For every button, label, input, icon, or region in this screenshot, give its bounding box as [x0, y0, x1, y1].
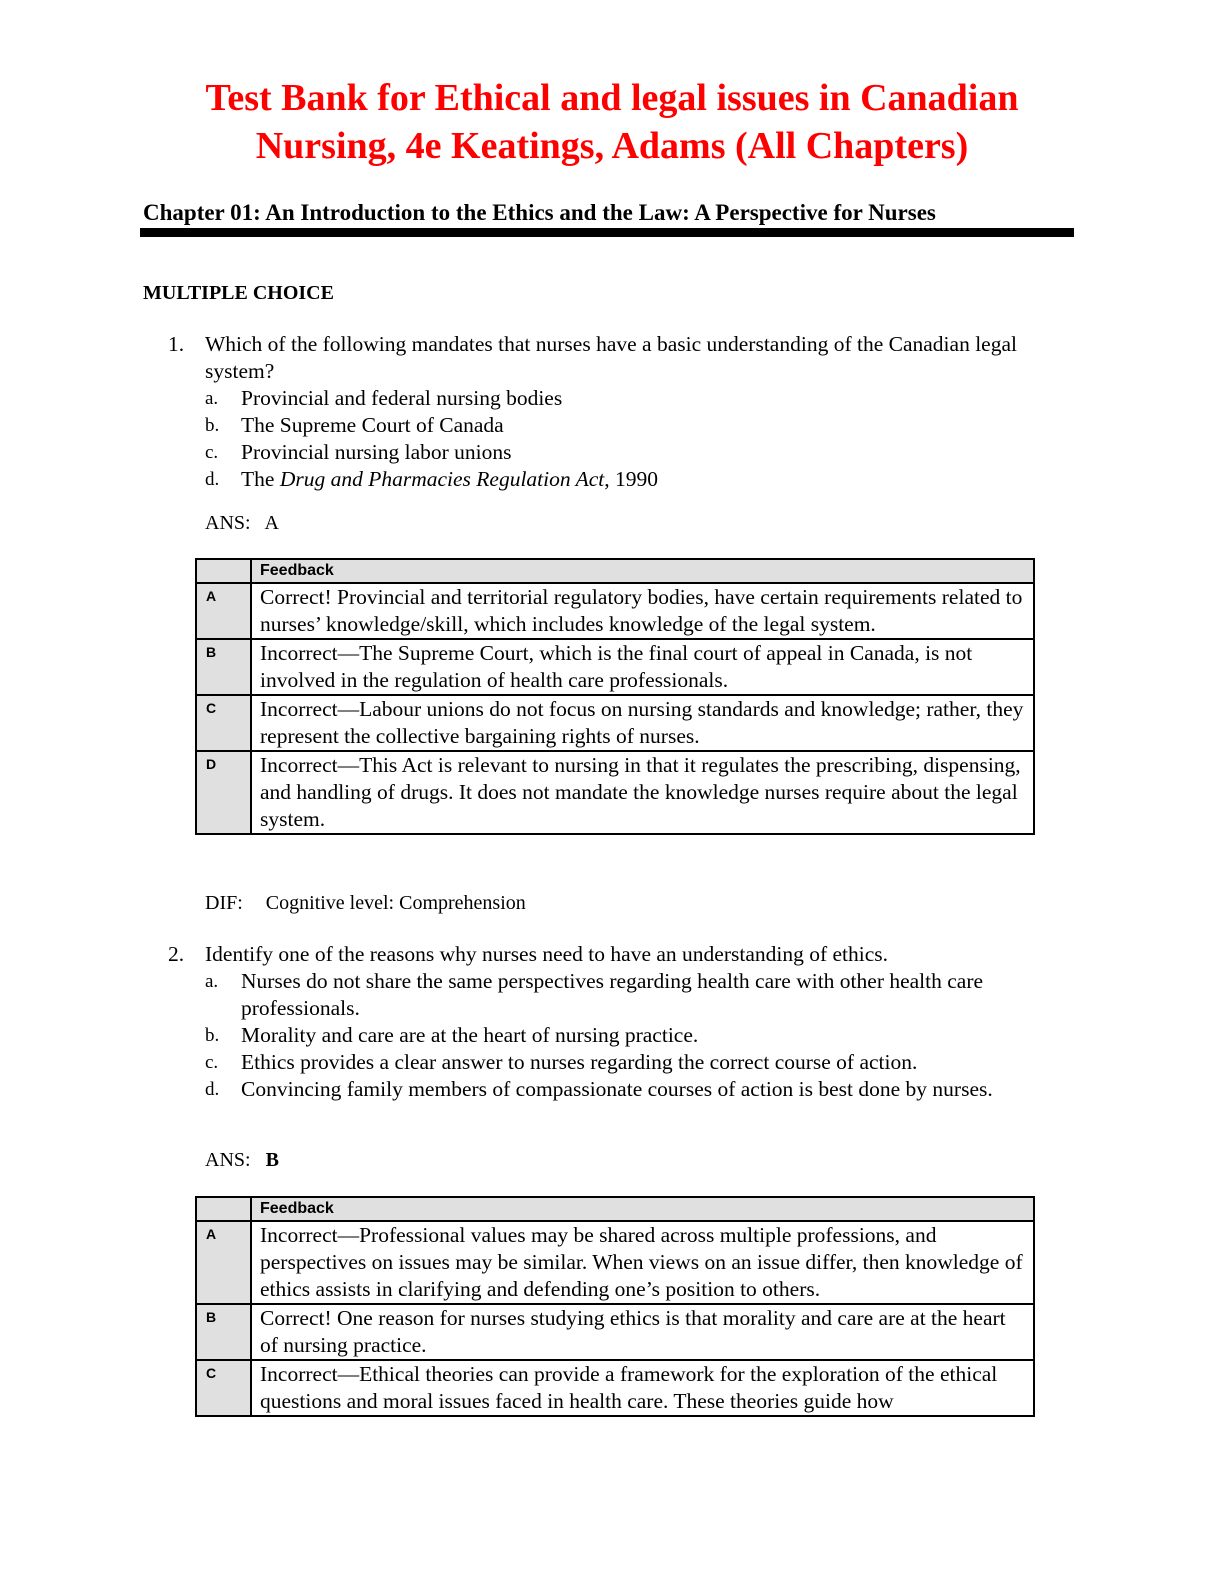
feedback-table-2	[195, 1196, 1035, 1417]
difficulty-value: Cognitive level: Comprehension	[265, 892, 526, 914]
option-text-suffix: , 1990	[604, 467, 659, 491]
feedback-text: Correct! Provincial and territorial regulatory bodies, have certain requirements related to nurses’ knowledge/skill, which includes knowledge of the legal system.	[251, 583, 1034, 639]
option-letter: d.	[205, 469, 220, 490]
feedback-header-row	[196, 1197, 1034, 1221]
option-c	[168, 1049, 1058, 1076]
feedback-row-d	[196, 751, 1034, 834]
option-d	[168, 466, 1058, 493]
answer-key-2	[205, 1147, 279, 1173]
feedback-text: Incorrect—The Supreme Court, which is the final court of appeal in Canada, is not involved in the regulation of health care professionals.	[251, 639, 1034, 695]
feedback-text: Incorrect—Professional values may be shared across multiple professions, and perspectives on issues may be similar. When views on an issue differ, then knowledge of ethics assists in clarifying and defending one’s position to others.	[251, 1221, 1034, 1304]
option-letter: a.	[205, 388, 219, 409]
feedback-table-1	[195, 558, 1035, 835]
feedback-letter: D	[196, 751, 251, 834]
option-letter: c.	[205, 442, 219, 463]
feedback-header-row	[196, 559, 1034, 583]
option-letter: c.	[205, 1052, 219, 1073]
option-letter: b.	[205, 1025, 220, 1046]
feedback-letter: A	[196, 1221, 251, 1304]
option-text: Morality and care are at the heart of nursing practice.	[241, 1023, 699, 1047]
option-text: Provincial and federal nursing bodies	[241, 386, 563, 410]
option-text-prefix: The	[241, 467, 280, 491]
act-title: Drug and Pharmacies Regulation Act	[279, 467, 605, 491]
question-stem: Identify one of the reasons why nurses need to have an understanding of ethics.	[205, 942, 889, 966]
feedback-row-b	[196, 639, 1034, 695]
option-letter: d.	[205, 1079, 220, 1100]
feedback-letter: B	[196, 639, 251, 695]
answer-key-1	[205, 510, 279, 536]
feedback-text: Incorrect—This Act is relevant to nursing in that it regulates the prescribing, dispensing, and handling of drugs. It does not mandate the knowledge nurses require about the legal system.	[251, 751, 1034, 834]
difficulty-label: DIF:	[205, 892, 243, 914]
feedback-row-c	[196, 695, 1034, 751]
feedback-row-a	[196, 1221, 1034, 1304]
question-stem: Which of the following mandates that nurses have a basic understanding of the Canadian legal system?	[205, 332, 1017, 383]
title-line-2: Nursing, 4e Keatings, Adams (All Chapters)	[255, 125, 969, 167]
answer-value: A	[264, 512, 279, 534]
option-a	[168, 385, 1058, 412]
question-number: 1.	[168, 332, 185, 356]
question-2	[168, 941, 1058, 1103]
feedback-text: Correct! One reason for nurses studying ethics is that morality and care are at the heart of nursing practice.	[251, 1304, 1034, 1360]
answer-label: ANS:	[205, 1149, 251, 1171]
option-c	[168, 439, 1058, 466]
option-text: Ethics provides a clear answer to nurses regarding the correct course of action.	[241, 1050, 918, 1074]
feedback-text	[251, 1360, 1034, 1416]
feedback-letter: C	[196, 1360, 251, 1416]
feedback-row-b	[196, 1304, 1034, 1360]
option-text: Convincing family members of compassionate courses of action is best done by nurses.	[241, 1077, 993, 1101]
feedback-letter: A	[196, 583, 251, 639]
option-text: Nurses do not share the same perspectives regarding health care with other health care professionals.	[241, 969, 984, 1020]
option-text: Provincial nursing labor unions	[241, 440, 512, 464]
feedback-text-clip: Incorrect—Ethical theories can provide a framework for the exploration of the ethical questions and moral issues faced in health care. These theories guide how	[260, 1362, 998, 1413]
option-a	[168, 968, 1058, 1022]
feedback-letter: B	[196, 1304, 251, 1360]
option-text: The Supreme Court of Canada	[241, 413, 504, 437]
option-b	[168, 412, 1058, 439]
difficulty-1	[205, 890, 526, 916]
document-title	[100, 74, 1124, 170]
title-line-1: Test Bank for Ethical and legal issues in Canadian	[205, 77, 1019, 119]
section-heading: MULTIPLE CHOICE	[143, 282, 334, 304]
option-letter: a.	[205, 971, 219, 992]
question-1	[168, 331, 1058, 493]
chapter-heading: Chapter 01: An Introduction to the Ethics and the Law: A Perspective for Nurses	[143, 200, 936, 225]
chapter-divider	[140, 228, 1074, 237]
option-letter: b.	[205, 415, 220, 436]
answer-options	[168, 385, 1058, 493]
answer-value: B	[265, 1149, 279, 1171]
feedback-row-c	[196, 1360, 1034, 1416]
question-number: 2.	[168, 942, 185, 966]
feedback-letter: C	[196, 695, 251, 751]
feedback-header: Feedback	[251, 559, 1034, 583]
option-text	[241, 466, 1058, 493]
feedback-row-a	[196, 583, 1034, 639]
answer-options	[168, 968, 1058, 1103]
answer-label: ANS:	[205, 512, 251, 534]
option-b	[168, 1022, 1058, 1049]
option-d	[168, 1076, 1058, 1103]
feedback-header: Feedback	[251, 1197, 1034, 1221]
feedback-text: Incorrect—Labour unions do not focus on nursing standards and knowledge; rather, they represent the collective bargaining rights of nurses.	[251, 695, 1034, 751]
